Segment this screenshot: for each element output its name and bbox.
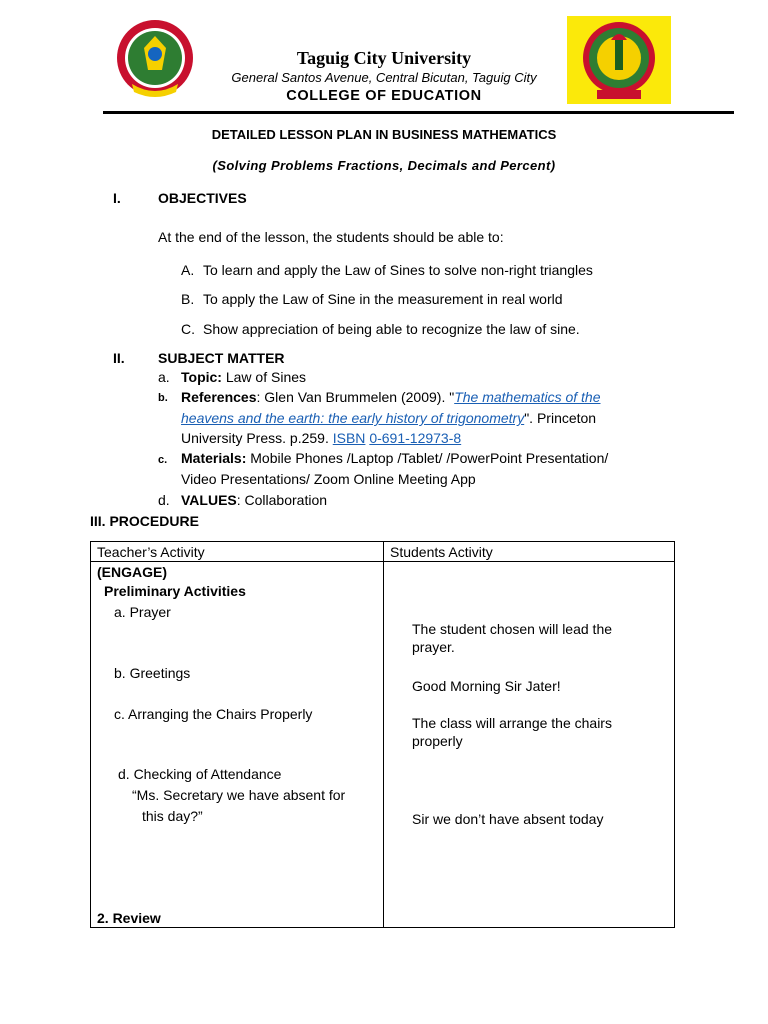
objective-letter: A. — [181, 262, 195, 278]
university-address: General Santos Avenue, Central Bicutan, Taguig City — [231, 70, 537, 85]
student-prayer: The student chosen will lead the — [412, 621, 613, 637]
materials-line-2: Video Presentations/ Zoom Online Meeting App — [181, 471, 476, 487]
objective-letter: C. — [181, 321, 195, 337]
procedure-heading: III. PROCEDURE — [90, 513, 199, 529]
objective-letter: B. — [181, 291, 195, 307]
references-label: References — [181, 389, 257, 405]
subject-matter-heading: SUBJECT MATTER — [158, 350, 285, 366]
materials-label: Materials: — [181, 450, 247, 466]
document-subtitle: (Solving Problems Fractions, Decimals and Percent) — [212, 158, 556, 173]
materials-letter: c. — [158, 454, 168, 466]
values-letter: d. — [158, 492, 170, 508]
objectives-heading: OBJECTIVES — [158, 190, 247, 206]
table-column-divider — [383, 542, 384, 927]
references-publisher: ". Princeton — [524, 410, 597, 426]
taguig-city-university-seal — [114, 18, 196, 100]
teacher-attendance: d. Checking of Attendance — [118, 766, 282, 782]
topic-letter: a. — [158, 369, 170, 385]
isbn-number-link[interactable]: 0-691-12973-8 — [369, 430, 462, 446]
subject-matter-numeral: II. — [113, 350, 125, 366]
materials-value: Mobile Phones /Laptop /Tablet/ /PowerPoint Presentation/ — [250, 450, 609, 466]
college-name: COLLEGE OF EDUCATION — [286, 88, 482, 104]
topic-value: Law of Sines — [225, 369, 307, 385]
objective-text: To learn and apply the Law of Sines to solve non-right triangles — [203, 262, 593, 278]
document-title: DETAILED LESSON PLAN IN BUSINESS MATHEMATICS — [211, 127, 557, 142]
reference-book-link[interactable]: The mathematics of the — [454, 389, 601, 405]
teacher-attendance-quote: “Ms. Secretary we have absent for — [132, 787, 346, 803]
procedure-table — [90, 541, 675, 928]
topic-line — [181, 367, 306, 387]
university-name: Taguig City University — [296, 48, 472, 68]
references-line-2 — [181, 408, 596, 428]
teacher-activity-header: Teacher’s Activity — [97, 544, 205, 560]
table-header-divider — [91, 561, 674, 562]
objectives-intro: At the end of the lesson, the students should be able to: — [158, 229, 504, 245]
objectives-numeral: I. — [113, 190, 121, 206]
references-line-1 — [181, 387, 601, 407]
references-author: : Glen Van Brummelen (2009). " — [256, 389, 455, 405]
header-divider — [103, 111, 734, 114]
reference-book-link-cont[interactable]: heavens and the earth: the early history of trigonometry — [181, 410, 525, 426]
values-label: VALUES — [181, 492, 237, 508]
references-press: University Press. p.259. — [181, 430, 329, 446]
objective-text: To apply the Law of Sine in the measurement in real world — [203, 291, 563, 307]
teacher-prayer: a. Prayer — [114, 604, 171, 620]
student-arranging-chairs: The class will arrange the chairs — [412, 715, 612, 731]
teacher-arranging-chairs: c. Arranging the Chairs Properly — [114, 706, 313, 722]
college-of-education-seal — [567, 16, 671, 104]
values-value: : Collaboration — [236, 492, 328, 508]
teacher-greetings: b. Greetings — [114, 665, 191, 681]
review-label: 2. Review — [97, 910, 161, 926]
objective-text: Show appreciation of being able to recognize the law of sine. — [203, 321, 580, 337]
values-line — [181, 490, 327, 510]
students-activity-header: Students Activity — [390, 544, 493, 560]
references-letter: b. — [158, 392, 168, 404]
student-prayer-cont: prayer. — [412, 639, 455, 655]
student-arranging-chairs-cont: properly — [412, 733, 463, 749]
isbn-link[interactable]: ISBN — [332, 430, 366, 446]
teacher-attendance-quote-cont: this day?” — [142, 808, 203, 824]
references-line-3 — [181, 428, 461, 448]
engage-label: (ENGAGE) — [97, 564, 167, 580]
student-greeting: Good Morning Sir Jater! — [412, 678, 561, 694]
materials-line-1 — [181, 448, 608, 468]
student-attendance-reply: Sir we don’t have absent today — [412, 811, 604, 827]
preliminary-activities-label: Preliminary Activities — [104, 583, 246, 599]
topic-label: Topic: — [181, 369, 222, 385]
